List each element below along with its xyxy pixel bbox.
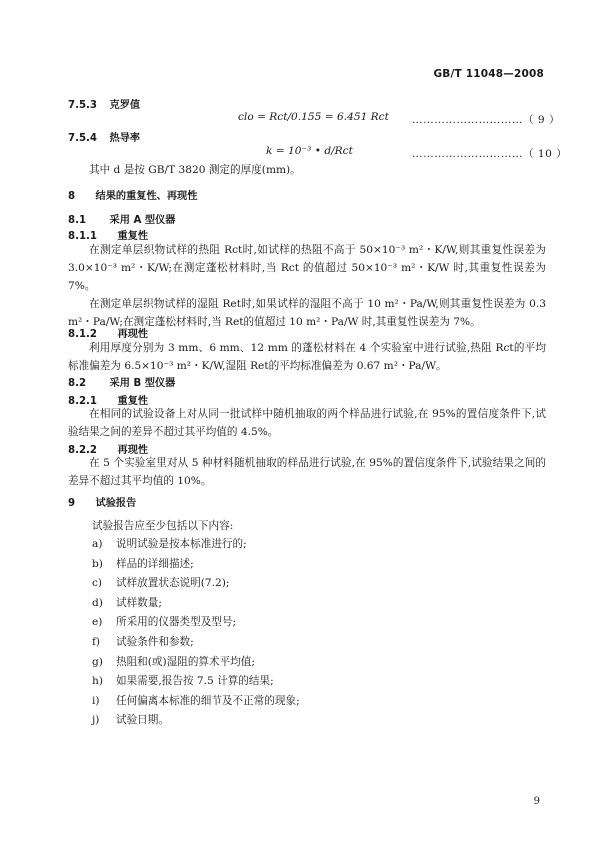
- heading-number: 8.1: [68, 215, 87, 226]
- list-item: [92, 614, 300, 634]
- list-marker: f): [92, 635, 101, 648]
- heading-title: 采用 A 型仪器: [109, 215, 176, 226]
- heading-number: 9: [68, 498, 76, 509]
- formula-clo: clo = Rct/0.155 = 6.451 Rct: [238, 111, 389, 123]
- list-marker: g): [92, 655, 103, 668]
- page-number: 9: [533, 796, 540, 807]
- heading-7-5-4: [68, 129, 140, 144]
- heading-number: 8: [68, 191, 76, 202]
- list-item: [92, 556, 300, 576]
- report-intro: 试验报告应至少包括以下内容:: [92, 520, 234, 532]
- paragraph-reproducibility-a: 利用厚度分别为 3 mm、6 mm、12 mm 的蓬松材料在 4 个实验室中进行试验,热阻 Rct的平均标准偏差为 6.5×10⁻³ m²・K/W,湿阻 Ret的平均标准偏差为 0.67 m²・Pa/W。: [68, 342, 546, 372]
- thickness-note: 其中 d 是按 GB/T 3820 测定的厚度(mm)。: [89, 164, 301, 176]
- heading-title: 热导率: [109, 133, 141, 144]
- heading-number: 7.5.4: [68, 133, 98, 144]
- equation-number-10: …………………………（ 10 ）: [412, 148, 568, 160]
- list-item-text: 说明试验是按本标准进行的;: [116, 538, 247, 550]
- list-item-text: 试验条件和参数;: [116, 635, 194, 648]
- list-item: [92, 654, 300, 674]
- list-item-text: 样品的详细描述;: [116, 557, 194, 570]
- heading-title: 克罗值: [109, 100, 141, 111]
- list-marker: h): [92, 675, 103, 688]
- heading-number: 8.1.2: [68, 329, 98, 340]
- heading-title: 再现性: [117, 445, 149, 456]
- heading-9: [68, 494, 136, 509]
- paragraph-reproducibility-b: 在 5 个实验室里对从 5 种材料随机抽取的样品进行试验,在 95%的置信度条件下,试验结果之间的差异不超过其平均值的 10%。: [68, 457, 546, 487]
- list-item: [92, 673, 300, 693]
- list-item-text: 所采用的仪器类型及型号;: [116, 616, 237, 629]
- heading-8-1: [68, 211, 175, 226]
- list-marker: j): [92, 714, 100, 727]
- heading-number: 8.1.1: [68, 231, 98, 242]
- list-marker: e): [92, 616, 103, 629]
- heading-7-5-3: [68, 96, 140, 111]
- heading-number: 7.5.3: [68, 100, 98, 111]
- heading-8: [68, 187, 197, 202]
- list-marker: i): [92, 694, 100, 707]
- heading-8-1-1: [68, 227, 148, 242]
- list-item: [92, 595, 300, 615]
- paragraph-moisture-repeatability: 在测定单层织物试样的湿阻 Ret时,如果试样的湿阻不高于 10 m²・Pa/W,则其重复性误差为 0.3 m²・Pa/W;在测定蓬松材料时,当 Ret的值超过 10 m²・Pa/W 时,其重复性误差为 7%。: [68, 298, 546, 328]
- list-item-text: 任何偏离本标准的细节及不正常的现象;: [116, 694, 300, 707]
- heading-number: 8.2.1: [68, 396, 98, 407]
- heading-title: 重复性: [117, 396, 149, 407]
- heading-title: 重复性: [117, 231, 149, 242]
- heading-number: 8.2.2: [68, 445, 98, 456]
- heading-number: 8.2: [68, 378, 87, 389]
- heading-title: 再现性: [117, 329, 149, 340]
- list-item-text: 如果需要,报告按 7.5 计算的结果;: [116, 675, 274, 688]
- list-item-text: 热阻和(或)湿阻的算术平均值;: [116, 655, 255, 668]
- list-marker: a): [92, 538, 103, 550]
- paragraph-repeatability-b: 在相同的试验设备上对从同一批试样中随机抽取的两个样品进行试验,在 95%的置信度条件下,试验结果之间的差异不超过其平均值的 4.5%。: [68, 408, 546, 438]
- list-marker: c): [92, 577, 103, 590]
- heading-8-1-2: [68, 325, 148, 340]
- list-item: [92, 536, 300, 556]
- paragraph-thermal-repeatability: 在测定单层织物试样的热阻 Rct时,如试样的热阻不高于 50×10⁻³ m²・K/W,则其重复性误差为 3.0×10⁻³ m²・K/W;在测定蓬松材料时,当 Rct 的值超过 50×10⁻³ m²・K/W 时,其重复性误差为 7%。: [68, 244, 546, 292]
- list-item: [92, 693, 300, 713]
- list-marker: b): [92, 557, 103, 570]
- list-item-text: 试验日期。: [116, 714, 169, 727]
- formula-thermal-conductivity: k = 10⁻³ • d/Rct: [266, 145, 353, 157]
- equation-number-9: …………………………（ 9 ）: [412, 114, 561, 126]
- list-item: [92, 634, 300, 654]
- list-item: [92, 575, 300, 595]
- list-item: [92, 712, 300, 732]
- report-items-list: [92, 536, 300, 732]
- list-item-text: 试样数量;: [116, 596, 162, 609]
- standard-code: GB/T 11048—2008: [433, 68, 544, 80]
- heading-title: 试验报告: [95, 498, 137, 509]
- heading-title: 采用 B 型仪器: [109, 378, 176, 389]
- list-item-text: 试样放置状态说明(7.2);: [116, 577, 230, 590]
- heading-title: 结果的重复性、再现性: [95, 191, 198, 202]
- heading-8-2: [68, 374, 175, 389]
- list-marker: d): [92, 596, 103, 609]
